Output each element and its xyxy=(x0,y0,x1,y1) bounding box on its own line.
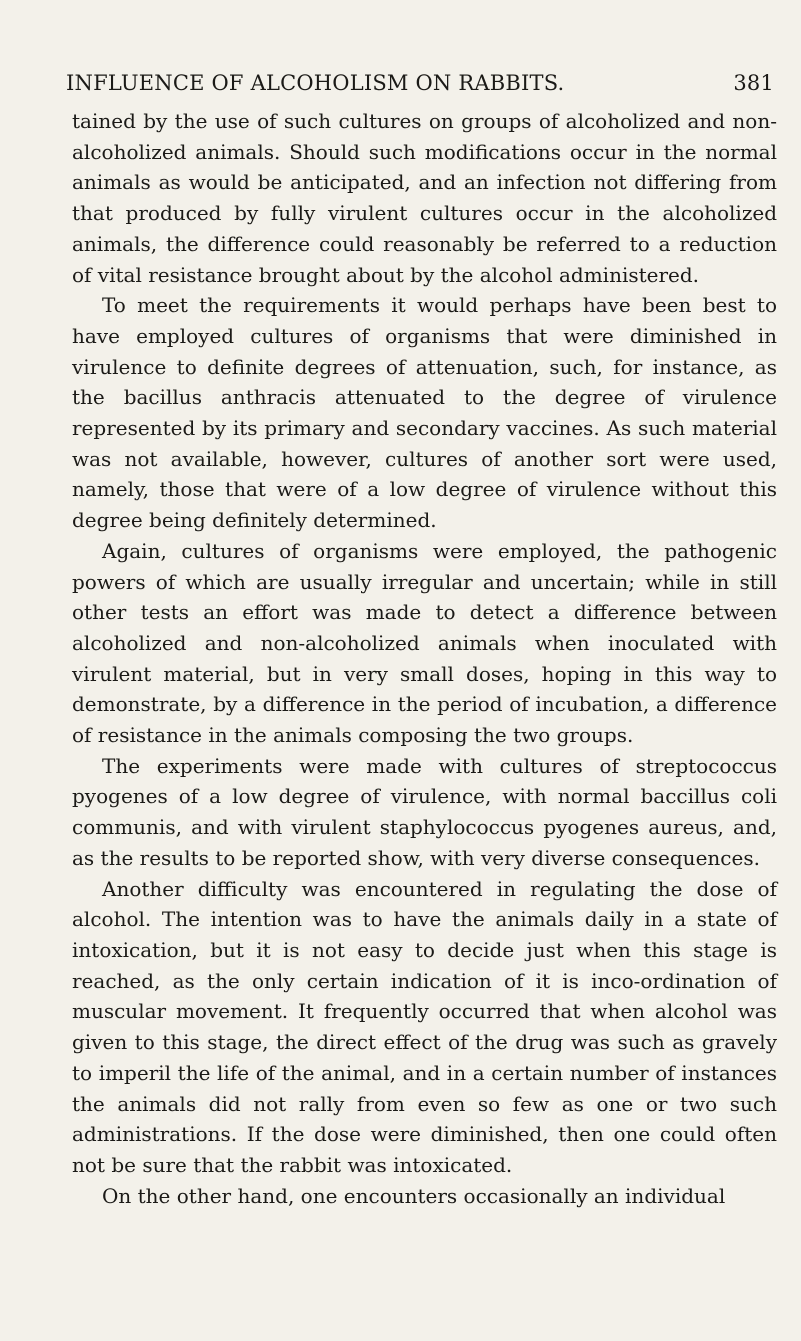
paragraph: To meet the requirements it would perhaps have been best to have employed cultures of organisms that were diminished in virulence to definite degrees of attenuation, such, for instance, as the bacillus anthracis attenuated to the degree of virulence represented by its primary and secondary vaccines. As such material was not available, however, cultures of another sort were used, namely, those that were of a low degree of virulence without this degree being definitely determined. xyxy=(72,293,777,533)
paragraph: tained by the use of such cultures on groups of alcoholized and non-alcoholized animals. Should such modifications occur in the normal animals as would be anticipated, and an infection not differing from that produced by fully virulent cultures occur in the alcoholized animals, the difference could reasonably be referred to a reduction of vital resistance brought about by the alcohol administered. xyxy=(72,109,777,287)
running-header xyxy=(66,66,778,100)
running-title: INFLUENCE OF ALCOHOLISM ON RABBITS. xyxy=(66,71,565,95)
body-text xyxy=(72,106,777,1211)
paragraph: Again, cultures of organisms were employed, the pathogenic powers of which are usually irregular and uncertain; while in still other tests an effort was made to detect a difference between alcoholized and non-alcoholized animals when inoculated with virulent material, but in very small doses, hoping in this way to demonstrate, by a difference in the period of incubation, a difference of resistance in the animals composing the two groups. xyxy=(72,538,777,748)
page-number: 381 xyxy=(733,71,774,95)
paragraph: On the other hand, one encounters occasionally an individual xyxy=(102,1183,726,1208)
paragraph: Another difficulty was encountered in regulating the dose of alcohol. The intention was to have the animals daily in a state of intoxication, but it is not easy to decide just when this stage is reached, as the only certain indication of it is inco-ordination of muscular movement. It frequently occurred that when alcohol was given to this stage, the direct effect of the drug was such as gravely to imperil the life of the animal, and in a certain number of instances the animals did not rally from even so few as one or two such administrations. If the dose were diminished, then one could often not be sure that the rabbit was intoxicated. xyxy=(72,876,777,1177)
paragraph: The experiments were made with cultures of streptococcus pyogenes of a low degree of virulence, with normal baccillus coli communis, and with virulent staphylococcus pyogenes aureus, and, as the results to be reported show, with very diverse consequences. xyxy=(72,753,777,870)
